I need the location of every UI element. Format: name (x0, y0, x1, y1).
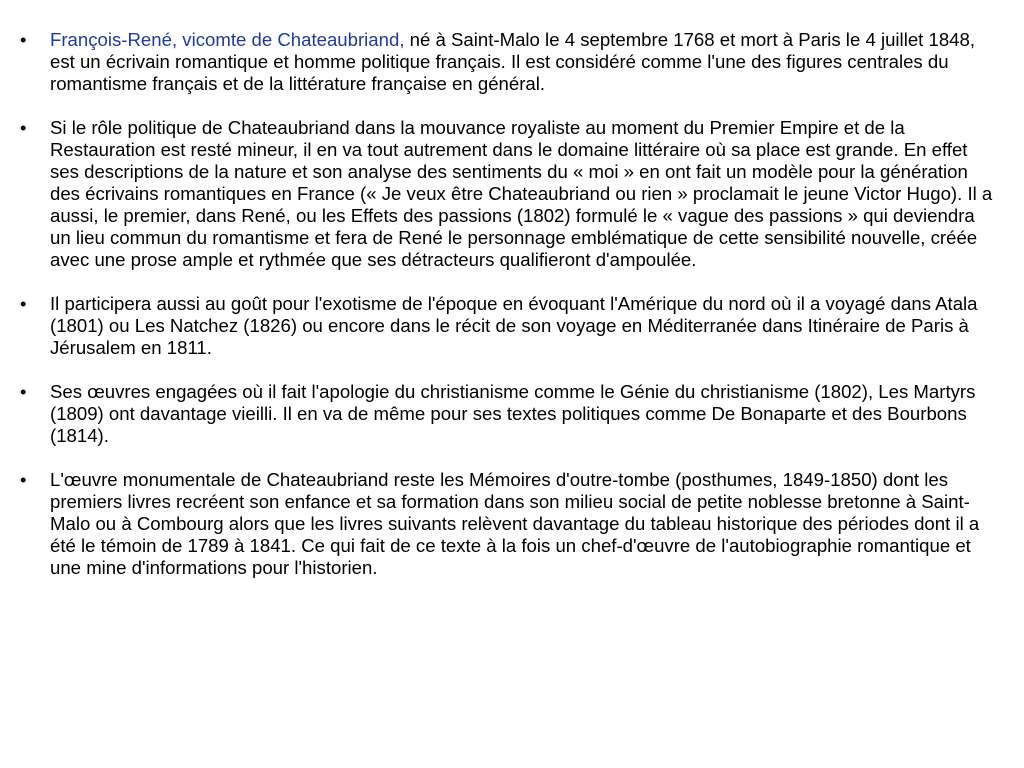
paragraph-text: Ses œuvres engagées où il fait l'apologie du christianisme comme le Génie du christianisme (1802), Les Martyrs (1809) ont davantage vieilli. Il en va de même pour ses textes politiques comme De Bonaparte et des Bourbons (1814). (50, 381, 976, 446)
bullet-list (20, 29, 996, 579)
bullet-paragraph-1 (20, 29, 996, 95)
bullet-paragraph-5 (20, 469, 996, 579)
bullet-paragraph-3 (20, 293, 996, 359)
bullet-paragraph-2 (20, 117, 996, 271)
bullet-icon: • (20, 29, 27, 50)
bullet-icon: • (20, 381, 27, 402)
subject-name: François-René, vicomte de Chateaubriand, (50, 29, 405, 50)
paragraph-text: Il participera aussi au goût pour l'exotisme de l'époque en évoquant l'Amérique du nord où il a voyagé dans Atala (1801) ou Les Natchez (1826) ou encore dans le récit de son voyage en Méditerranée dans Itinéraire de Paris à Jérusalem en 1811. (50, 293, 978, 358)
paragraph-text: L'œuvre monumentale de Chateaubriand reste les Mémoires d'outre-tombe (posthumes, 1849-1850) dont les premiers livres recréent son enfance et sa formation dans son milieu social de petite noblesse bretonne à Saint-Malo ou à Combourg alors que les livres suivants relèvent davantage du tableau historique des périodes dont il a été le témoin de 1789 à 1841. Ce qui fait de ce texte à la fois un chef-d'œuvre de l'autobiographie romantique et une mine d'informations pour l'historien. (50, 469, 980, 578)
bullet-paragraph-4 (20, 381, 996, 447)
paragraph-text: Si le rôle politique de Chateaubriand dans la mouvance royaliste au moment du Premier Empire et de la Restauration est resté mineur, il en va tout autrement dans le domaine littéraire où sa place est grande. En effet ses descriptions de la nature et son analyse des sentiments du « moi » en ont fait un modèle pour la génération des écrivains romantiques en France (« Je veux être Chateaubriand ou rien » proclamait le jeune Victor Hugo). Il a aussi, le premier, dans René, ou les Effets des passions (1802) formulé le « vague des passions » qui deviendra un lieu commun du romantisme et fera de René le personnage emblématique de cette sensibilité nouvelle, créée avec une prose ample et rythmée que ses détracteurs qualifieront d'ampoulée. (50, 117, 993, 270)
bullet-icon: • (20, 293, 27, 314)
paragraph-text: né à Saint-Malo le 4 septembre 1768 et mort à Paris le 4 juillet 1848, est un écrivain romantique et homme politique français. Il est considéré comme l'une des figures centrales du romantisme français et de la littérature française en général. (50, 29, 976, 94)
bullet-icon: • (20, 117, 27, 138)
bullet-icon: • (20, 469, 27, 490)
